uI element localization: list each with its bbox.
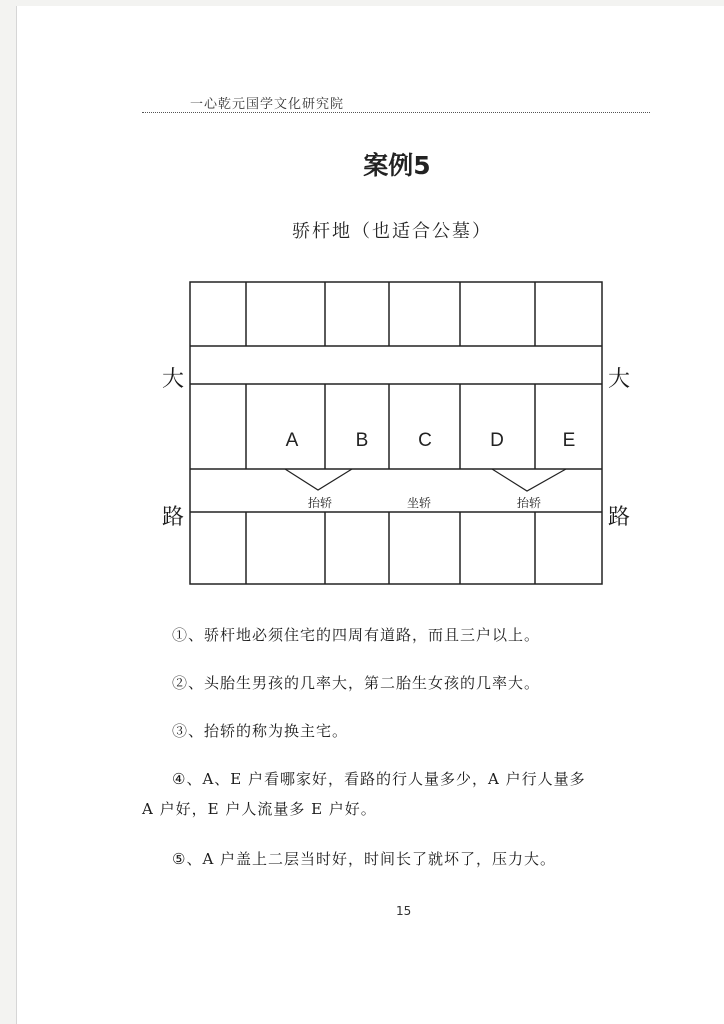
road-label-right-top: 大	[608, 367, 631, 392]
note-line: ③、抬轿的称为换主宅。	[172, 722, 349, 740]
note-line: ⑤、A 户盖上二层当时好，时间长了就坏了，压力大。	[172, 850, 557, 868]
page-number: 15	[396, 904, 412, 918]
note-paragraph-5	[142, 844, 650, 874]
road-label-left-bottom: 路	[162, 505, 185, 530]
note-paragraph-2	[142, 668, 650, 698]
house-label-c: C	[418, 430, 432, 451]
road-label-right-bottom: 路	[608, 505, 631, 530]
sedan-marker-right	[492, 469, 566, 491]
sedan-label-left: 抬轿	[307, 496, 333, 510]
sedan-label-right: 抬轿	[516, 496, 542, 510]
subtitle: 骄杆地（也适合公墓）	[292, 221, 492, 242]
note-paragraph-3	[142, 716, 650, 746]
house-label-b: B	[355, 430, 369, 451]
house-label-d: D	[490, 430, 504, 451]
case-title: 案例5	[363, 151, 431, 180]
note-line: ②、头胎生男孩的几率大，第二胎生女孩的几率大。	[172, 674, 541, 692]
house-label-a: A	[285, 430, 299, 451]
note-line: A 户好，E 户人流量多 E 户好。	[142, 800, 377, 818]
header-institute: 一心乾元国学文化研究院	[190, 97, 345, 112]
sedan-label-center: 坐轿	[406, 496, 432, 510]
road-label-left-top: 大	[162, 367, 185, 392]
note-paragraph-4	[142, 764, 650, 824]
note-line: ④、A、E 户看哪家好，看路的行人量多少，A 户行人量多	[172, 770, 586, 788]
note-paragraph-1	[142, 620, 650, 650]
note-line: ①、骄杆地必须住宅的四周有道路，而且三户以上。	[172, 626, 541, 644]
sedan-marker-left	[285, 469, 352, 490]
house-label-e: E	[562, 430, 576, 451]
diagram-frame	[190, 282, 602, 584]
